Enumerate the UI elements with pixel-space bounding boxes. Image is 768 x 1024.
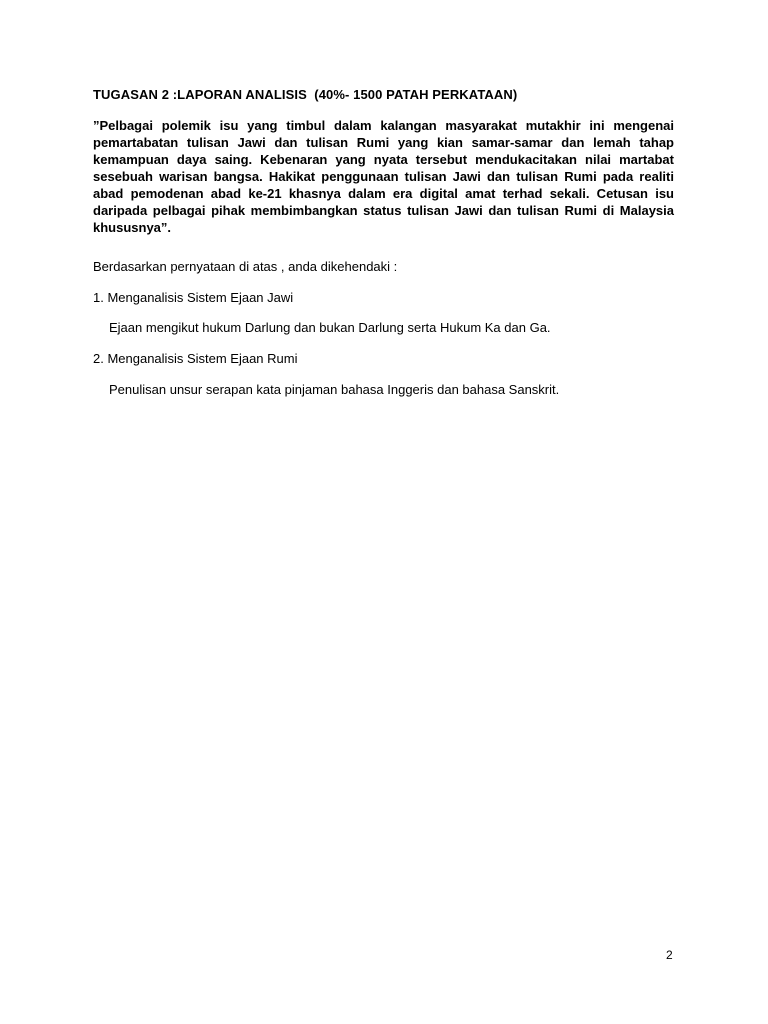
task-item-1-title: 1. Menganalisis Sistem Ejaan Jawi — [93, 290, 294, 305]
task-item-2-title: 2. Menganalisis Sistem Ejaan Rumi — [93, 351, 298, 366]
problem-statement-quote: ”Pelbagai polemik isu yang timbul dalam kalangan masyarakat mutakhir ini mengenai pemartabatan tulisan Jawi dan tulisan Rumi yang kian samar-samar dan lemah tahap kemampuan daya saing. Kebenaran yang nyata tersebut mendukacitakan nilai martabat sesebuah warisan bangsa. Hakikat penggunaan tulisan Jawi dan tulisan Rumi pada realiti abad pemodenan abad ke-21 khasnya dalam era digital amat terhad sekali. Cetusan isu daripada pelbagai pihak membimbangkan status tulisan Jawi dan tulisan Rumi di Malaysia khususnya”. — [93, 118, 674, 235]
task-item-1-detail: Ejaan mengikut hukum Darlung dan bukan Darlung serta Hukum Ka dan Ga. — [109, 320, 551, 335]
page-number: 2 — [666, 948, 673, 962]
assignment-heading: TUGASAN 2 :LAPORAN ANALISIS (40%- 1500 PATAH PERKATAAN) — [93, 87, 518, 102]
instruction-intro: Berdasarkan pernyataan di atas , anda dikehendaki : — [93, 259, 398, 274]
task-item-2-detail: Penulisan unsur serapan kata pinjaman bahasa Inggeris dan bahasa Sanskrit. — [109, 382, 560, 397]
